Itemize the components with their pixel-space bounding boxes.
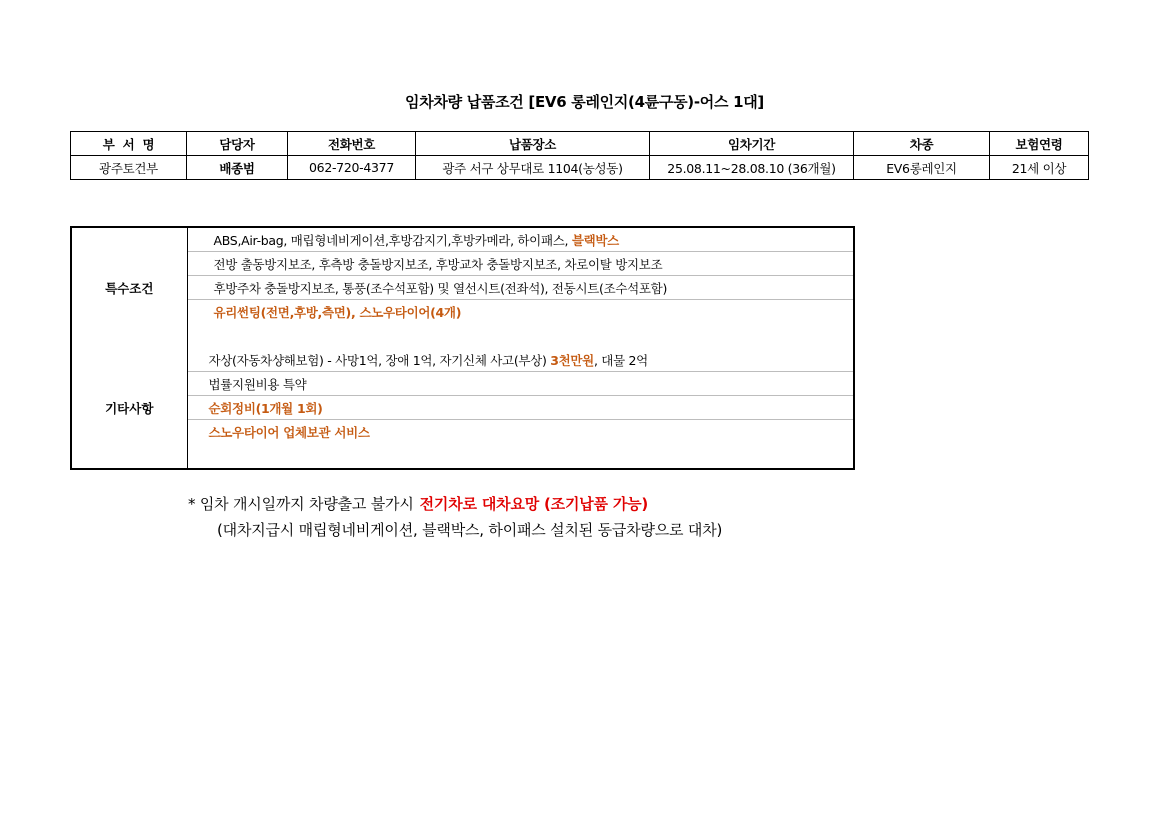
footnote-emphasis: 전기차로 대차요망 (조기납품 가능) (419, 495, 649, 513)
footnote-line-1 (188, 493, 648, 514)
special-condition-item (187, 300, 854, 349)
other-note-highlight: 순회정비(1개월 1회) (208, 400, 323, 416)
header-department: 부 서 명 (71, 132, 187, 156)
cell-department: 광주토건부 (71, 156, 187, 180)
other-note-text: 법률지원비용 특약 (208, 376, 307, 392)
cell-delivery-place: 광주 서구 상무대로 1104(농성동) (416, 156, 650, 180)
other-note-text: , 대물 2억 (593, 352, 648, 368)
header-manager: 담당자 (187, 132, 288, 156)
special-condition-text: ABS,Air-bag, 매립형네비게이션,후방감지기,후방카메라, 하이패스, (213, 232, 572, 248)
cell-vehicle-type: EV6롱레인지 (854, 156, 990, 180)
header-delivery-place: 납품장소 (416, 132, 650, 156)
other-note-item (187, 420, 854, 470)
delivery-info-table (70, 131, 1089, 180)
special-condition-text: 전방 출동방지보조, 후측방 충돌방지보조, 후방교차 충돌방지보조, 차로이탈 방지보조 (213, 256, 663, 272)
other-note-item (187, 396, 854, 420)
footnote-line-2: (대차지급시 매립형네비게이션, 블랙박스, 하이패스 설치된 동급차량으로 대차) (217, 521, 723, 539)
cell-manager: 배종범 (187, 156, 288, 180)
other-note-item (187, 348, 854, 372)
header-vehicle-type: 차종 (854, 132, 990, 156)
table-header-row (71, 132, 1089, 156)
special-condition-highlight: 블랙박스 (571, 232, 619, 248)
conditions-table (70, 226, 855, 470)
footnote-text: * 임차 개시일까지 차량출고 불가시 (188, 495, 414, 513)
special-condition-item (187, 276, 854, 300)
special-conditions-label: 특수조건 (71, 227, 187, 348)
other-notes-label: 기타사항 (71, 348, 187, 469)
special-condition-item (187, 227, 854, 252)
document-title: 임차차량 납품조건 [EV6 롱레인지(4륜구동)-어스 1대] (405, 93, 764, 111)
special-condition-highlight: 유리썬팅(전면,후방,측면), 스노우타이어(4개) (213, 305, 462, 320)
table-row (71, 156, 1089, 180)
special-condition-text: 후방주차 충돌방지보조, 통풍(조수석포함) 및 열선시트(전좌석), 전동시트(조수석포함) (213, 280, 668, 296)
other-note-text: 자상(자동차샹해보험) - 사망1억, 장애 1억, 자기신체 사고(부상) (208, 352, 551, 368)
cell-rental-period: 25.08.11~28.08.10 (36개월) (650, 156, 854, 180)
cell-phone: 062-720-4377 (288, 156, 416, 180)
header-rental-period: 임차기간 (650, 132, 854, 156)
other-note-item (187, 372, 854, 396)
header-insurance-age: 보험연령 (990, 132, 1089, 156)
other-note-highlight: 스노우타이어 업체보관 서비스 (208, 425, 370, 440)
special-condition-item (187, 252, 854, 276)
header-phone: 전화번호 (288, 132, 416, 156)
other-note-highlight: 3천만원 (550, 352, 594, 368)
cell-insurance-age: 21세 이상 (990, 156, 1089, 180)
